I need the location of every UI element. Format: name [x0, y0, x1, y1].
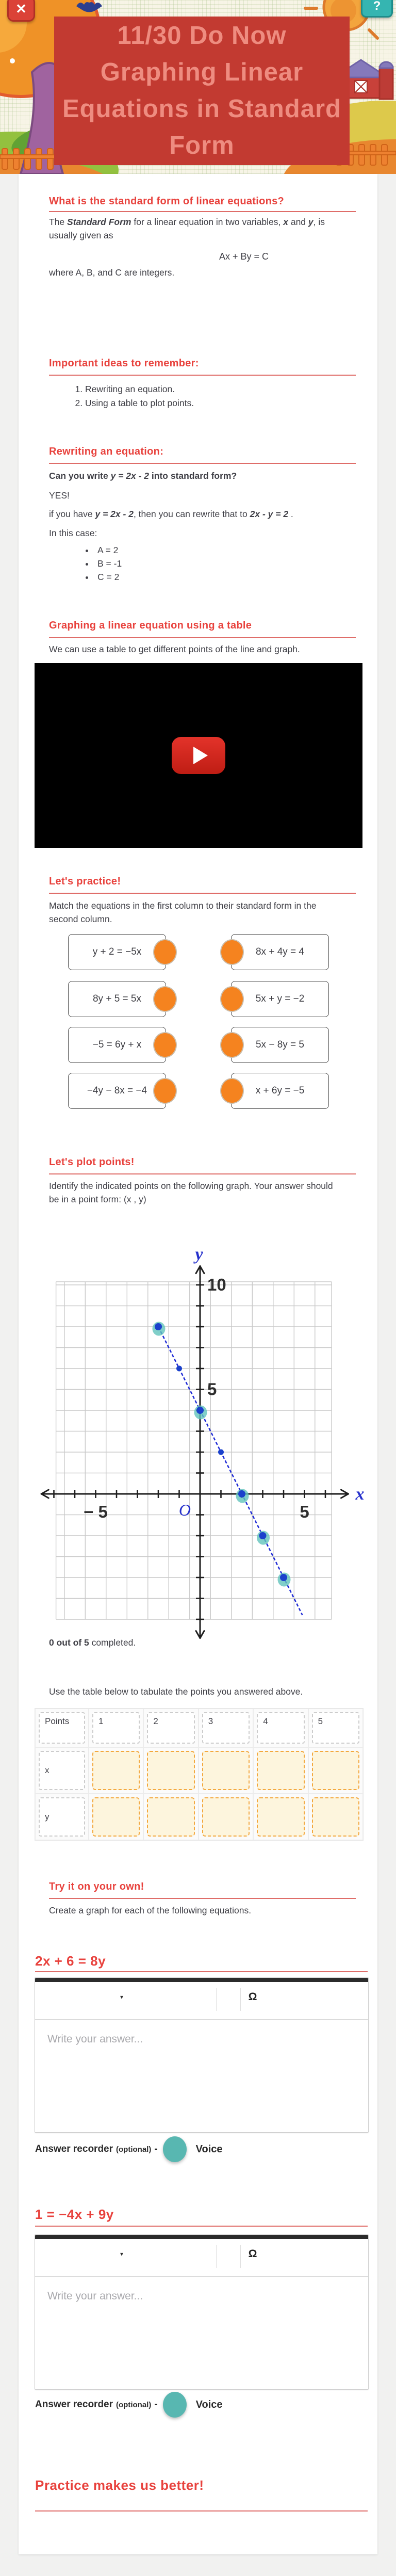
match-equation: −5 = 6y + x — [92, 1039, 142, 1050]
heading-underline — [49, 211, 356, 212]
video-player[interactable] — [35, 663, 362, 848]
special-characters-button[interactable] — [244, 2246, 261, 2262]
text-run: The — [49, 217, 68, 227]
text-run: , is usually given as — [49, 217, 325, 240]
table-drop-cell-y2[interactable] — [147, 1797, 194, 1837]
match-equation: 5x + y = −2 — [255, 993, 305, 1004]
editor-toolbar — [35, 1982, 368, 2020]
text-run: y = 2x - 2 — [110, 471, 150, 481]
answer-input-1[interactable] — [35, 2020, 368, 2132]
text-run: x — [283, 217, 288, 227]
svg-text:10: 10 — [207, 1275, 226, 1294]
editor-topbar — [35, 1978, 368, 1982]
recorder-optional-label: (optional) — [116, 2400, 152, 2409]
text-run: into standard form? — [149, 471, 237, 481]
table-drop-cell-y4[interactable] — [257, 1797, 304, 1837]
youtube-play-button[interactable] — [172, 737, 225, 774]
list-item: 2. Using a table to plot points. — [85, 396, 364, 410]
match-connector[interactable] — [153, 1078, 177, 1104]
table-drop-cell-x4[interactable] — [257, 1751, 304, 1790]
plot-instructions: Identify the indicated points on the following graph. Your answer should be in a point form: (x , y) — [49, 1181, 333, 1204]
match-connector[interactable] — [220, 986, 244, 1012]
table-drop-cell-x1[interactable] — [92, 1751, 140, 1790]
match-equation: y + 2 = −5x — [92, 946, 142, 957]
voice-record-button[interactable] — [163, 2136, 187, 2162]
table-drop-cell-x2[interactable] — [147, 1751, 194, 1790]
graph-point[interactable] — [196, 1407, 204, 1414]
table-drop-cell-y5[interactable] — [312, 1797, 359, 1837]
omega-icon: Ω — [248, 2248, 257, 2260]
case-intro: In this case: — [49, 528, 97, 538]
match-card-right-2[interactable] — [231, 981, 329, 1017]
section-heading-standard-form: What is the standard form of linear equations? — [49, 196, 285, 207]
table-header-4: 4 — [257, 1712, 304, 1744]
match-equation: 8y + 5 = 5x — [92, 993, 141, 1004]
text-run: - — [154, 2144, 158, 2154]
table-header-3: 3 — [202, 1712, 250, 1744]
section-heading-plot: Let's plot points! — [49, 1156, 135, 1168]
editor-toolbar — [35, 2239, 368, 2277]
svg-text:x: x — [355, 1485, 365, 1504]
graph-point-small — [176, 1366, 182, 1372]
answer-editor-2 — [35, 2234, 369, 2390]
list-item: • B = -1 — [94, 557, 301, 570]
svg-text:O: O — [178, 1501, 191, 1519]
text-run: if you have — [49, 509, 95, 519]
match-card-right-3[interactable] — [231, 1027, 329, 1063]
editor-topbar — [35, 2235, 368, 2239]
table-row-label-x: x — [39, 1751, 85, 1790]
match-card-right-4[interactable] — [231, 1073, 329, 1109]
table-row-label-y: y — [39, 1797, 85, 1837]
help-button[interactable] — [361, 0, 393, 18]
ideas-list — [49, 382, 364, 410]
close-button[interactable] — [7, 0, 35, 22]
play-icon — [193, 747, 208, 764]
match-connector[interactable] — [153, 1032, 177, 1058]
graphing-paragraph: We can use a table to get different points of the line and graph. — [49, 644, 300, 654]
section-heading-graphing: Graphing a linear equation using a table — [49, 620, 252, 631]
match-card-right-1[interactable] — [231, 934, 329, 970]
graph-point[interactable] — [259, 1532, 267, 1539]
text-run: completed. — [89, 1637, 136, 1648]
points-table — [35, 1708, 364, 1841]
match-connector[interactable] — [220, 939, 244, 965]
svg-text:− 5: − 5 — [84, 1502, 108, 1521]
match-card-left-2[interactable] — [68, 981, 166, 1017]
rewrite-question — [49, 469, 351, 482]
svg-text:5: 5 — [207, 1379, 217, 1399]
text-run: Can you write — [49, 471, 111, 481]
recorder-optional-label: (optional) — [116, 2145, 152, 2154]
recorder-label: Answer recorder — [35, 2399, 113, 2410]
toolbar-divider — [240, 2245, 241, 2268]
rewrite-answer-yes: YES! — [49, 490, 70, 501]
toolbar-divider — [240, 1988, 241, 2011]
match-connector[interactable] — [153, 986, 177, 1012]
text-run: 2x - y = 2 — [250, 509, 289, 519]
match-equation: −4y − 8x = −4 — [87, 1085, 147, 1096]
graph-point-small — [218, 1450, 224, 1455]
svg-text:5: 5 — [300, 1502, 309, 1521]
section-heading-rewriting: Rewriting an equation: — [49, 446, 164, 457]
list-item: 1. Rewriting an equation. — [85, 382, 364, 396]
graph-point[interactable] — [155, 1323, 162, 1330]
table-drop-cell-y1[interactable] — [92, 1797, 140, 1837]
special-characters-button[interactable] — [244, 1989, 261, 2005]
chevron-down-icon: ▾ — [120, 1993, 124, 2001]
chevron-down-icon: ▾ — [120, 2250, 124, 2258]
heading-underline — [49, 1898, 356, 1899]
match-connector[interactable] — [220, 1078, 244, 1104]
standard-form-equation: Ax + By = C — [219, 251, 269, 262]
section-heading-ideas: Important ideas to remember: — [49, 358, 199, 369]
omega-icon: Ω — [248, 1991, 257, 2003]
banner-title-line: Graphing Linear — [100, 58, 304, 86]
banner-title-line: Equations in Standard — [62, 95, 341, 123]
coordinate-graph — [19, 1245, 377, 1642]
banner-title-line: 11/30 Do Now — [117, 22, 287, 50]
heading-underline — [35, 2510, 368, 2511]
voice-label: Voice — [195, 2143, 223, 2155]
table-header-5: 5 — [312, 1712, 359, 1744]
voice-label: Voice — [195, 2398, 223, 2410]
table-header-2: 2 — [147, 1712, 194, 1744]
close-icon: ✕ — [15, 1, 27, 17]
heading-underline — [35, 2226, 368, 2227]
banner-title-line: Form — [169, 132, 235, 159]
standard-form-paragraph — [49, 215, 351, 242]
question-heading-1: 2x + 6 = 8y — [35, 1953, 106, 1969]
answer-editor-1 — [35, 1977, 369, 2133]
match-card-left-4[interactable] — [68, 1073, 166, 1109]
table-header-1: 1 — [92, 1712, 140, 1744]
table-header-points: Points — [39, 1712, 85, 1744]
heading-underline — [49, 463, 356, 464]
format-dropdown-button[interactable] — [112, 1989, 131, 2005]
answer-recorder-2 — [35, 2390, 223, 2419]
voice-record-button[interactable] — [163, 2392, 187, 2418]
match-equation: 5x − 8y = 5 — [255, 1039, 304, 1050]
text-run: and — [288, 217, 308, 227]
heading-underline — [49, 1173, 356, 1174]
text-run: for a linear equation in two variables, — [131, 217, 284, 227]
text-run: Standard Form — [67, 217, 131, 227]
heading-underline — [49, 375, 356, 376]
graph-point[interactable] — [238, 1490, 245, 1498]
match-equation: x + 6y = −5 — [255, 1085, 305, 1096]
match-connector[interactable] — [220, 1032, 244, 1058]
table-drop-cell-x3[interactable] — [202, 1751, 250, 1790]
question-heading-2: 1 = −4x + 9y — [35, 2207, 114, 2222]
answer-input-2[interactable] — [35, 2277, 368, 2389]
toolbar-divider — [216, 2245, 217, 2268]
coefficient-list — [49, 543, 301, 584]
graph-point[interactable] — [280, 1574, 287, 1581]
format-dropdown-button[interactable] — [112, 2246, 131, 2262]
worksheet-card — [19, 174, 377, 2554]
progress-status — [49, 1636, 136, 1649]
heading-underline — [49, 637, 356, 638]
match-card-left-3[interactable] — [68, 1027, 166, 1063]
rewrite-explanation — [49, 507, 358, 521]
table-drop-cell-x5[interactable] — [312, 1751, 359, 1790]
text-run: . — [288, 509, 293, 519]
try-instructions: Create a graph for each of the following equations. — [49, 1905, 252, 1915]
header-artwork — [0, 0, 396, 174]
progress-count: 0 out of 5 — [49, 1637, 89, 1648]
heading-underline — [35, 1971, 368, 1972]
match-card-left-1[interactable] — [68, 934, 166, 970]
table-caption: Use the table below to tabulate the points you answered above. — [49, 1686, 303, 1697]
section-heading-footer: Practice makes us better! — [35, 2477, 204, 2493]
answer-recorder-1 — [35, 2135, 223, 2164]
match-connector[interactable] — [153, 939, 177, 965]
list-item: • A = 2 — [94, 543, 301, 557]
lesson-banner — [54, 17, 350, 165]
svg-text:y: y — [195, 1245, 203, 1264]
graph-svg — [19, 1245, 377, 1642]
heading-underline — [49, 893, 356, 894]
text-run: y = 2x - 2 — [95, 509, 134, 519]
match-equation: 8x + 4y = 4 — [255, 946, 304, 957]
toolbar-divider — [216, 1988, 217, 2011]
section-heading-practice: Let's practice! — [49, 876, 121, 887]
question-icon: ? — [373, 0, 381, 13]
integers-note: where A, B, and C are integers. — [49, 267, 175, 278]
section-heading-try: Try it on your own! — [49, 1881, 144, 1892]
recorder-label: Answer recorder — [35, 2144, 113, 2154]
text-run: - — [154, 2399, 158, 2410]
match-instructions: Match the equations in the first column to their standard form in the second column. — [49, 900, 317, 924]
text-run: , then you can rewrite that to — [133, 509, 250, 519]
table-drop-cell-y3[interactable] — [202, 1797, 250, 1837]
list-item: • C = 2 — [94, 570, 301, 584]
text-run: y — [308, 217, 314, 227]
